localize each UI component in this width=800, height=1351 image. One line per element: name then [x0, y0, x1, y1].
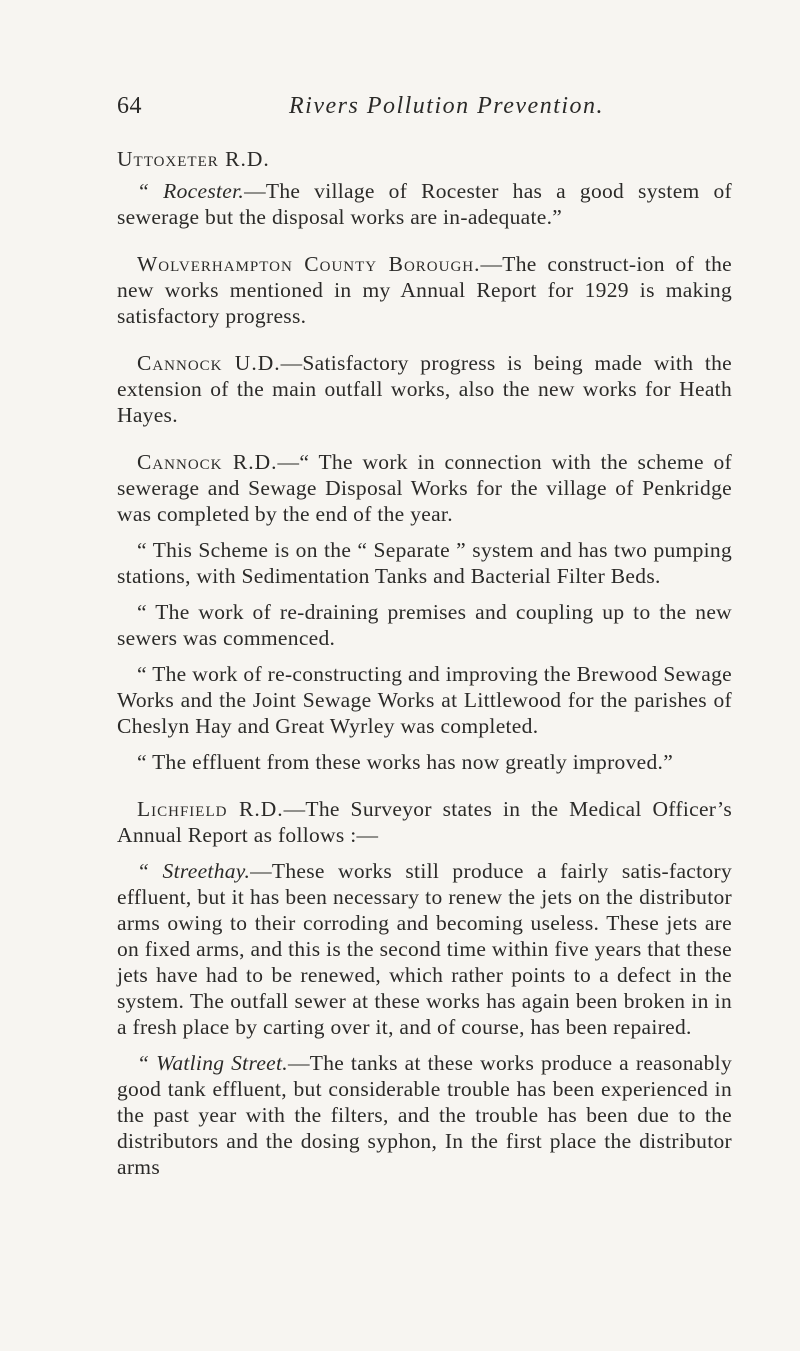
- paragraph-lichfield: Lichfield R.D.—The Surveyor states in the Medical Officer’s Annual Report as follows :—: [117, 797, 732, 847]
- paragraph-cannock-rd-2: “ This Scheme is on the “ Separate ” system and has two pumping stations, with Sedimentation Tanks and Bacterial Filter Beds.: [117, 538, 732, 588]
- paragraph-wolverhampton: Wolverhampton County Borough.—The construct-ion of the new works mentioned in my Annual Report for 1929 is making satisfactory progress.: [117, 252, 732, 328]
- section-heading-uttoxeter: Uttoxeter R.D.: [117, 147, 270, 171]
- paragraph-cannock-ud: Cannock U.D.—Satisfactory progress is being made with the extension of the main outfall works, also the new works for Heath Hayes.: [117, 351, 733, 427]
- paragraph-cannock-rd: Cannock R.D.—“ The work in connection with the scheme of sewerage and Sewage Disposal Works for the village of Penkridge was completed by the end of the year.: [117, 450, 732, 526]
- running-title: Rivers Pollution Prevention.: [289, 93, 605, 119]
- paragraph-watling-street: “ Watling Street.—The tanks at these works produce a reasonably good tank effluent, but considerable trouble has been experienced in the past year with the filters, and the trouble has been due to the distributors and the dosing syphon, In the first place the distributor arms: [117, 1051, 732, 1179]
- page-number: 64: [117, 93, 142, 119]
- paragraph-cannock-rd-5: “ The effluent from these works has now greatly improved.”: [137, 750, 674, 774]
- paragraph-rocester: “ Rocester.—The village of Rocester has a good system of sewerage but the disposal works are in-adequate.”: [117, 179, 732, 229]
- paragraph-streethay: “ Streethay.—These works still produce a fairly satis-factory effluent, but it has been necessary to renew the jets on the distributor arms owing to their corroding and becoming useless. These jets are on fixed arms, and this is the second time within five years that these jets have had to be renewed, which rather points to a defect in the system. The outfall sewer at these works has again been broken in in a fresh place by carting over it, and of course, has been repaired.: [117, 859, 732, 1039]
- paragraph-cannock-rd-3: “ The work of re-draining premises and coupling up to the new sewers was commenced.: [117, 600, 732, 650]
- paragraph-cannock-rd-4: “ The work of re-constructing and improving the Brewood Sewage Works and the Joint Sewage Works at Littlewood for the parishes of Cheslyn Hay and Great Wyrley was completed.: [117, 662, 732, 738]
- page-body: [117, 146, 732, 1201]
